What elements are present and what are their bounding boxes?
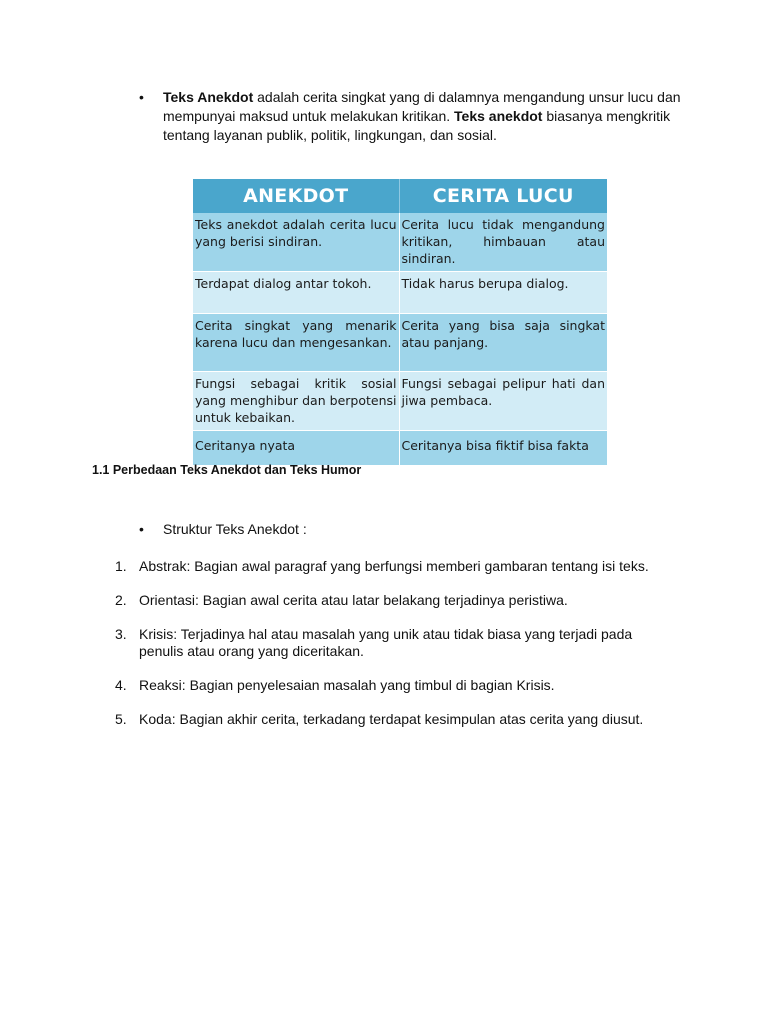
table-cell: Teks anekdot adalah cerita lucu yang berisi sindiran.	[193, 213, 399, 272]
table-row	[193, 372, 607, 431]
table-row	[193, 314, 607, 372]
table-caption: 1.1 Perbedaan Teks Anekdot dan Teks Humor	[92, 463, 362, 477]
list-item	[115, 626, 675, 660]
table-cell: Terdapat dialog antar tokoh.	[193, 272, 399, 314]
list-text: Koda: Bagian akhir cerita, terkadang terdapat kesimpulan atas cerita yang diusut.	[139, 711, 644, 727]
table-cell: Ceritanya bisa fiktif bisa fakta	[399, 431, 607, 466]
list-number: 3.	[115, 626, 127, 642]
intro-text-1: adalah cerita singkat yang di dalamnya mengandung unsur lucu dan mempunyai maksud untuk melakukan kritikan.	[163, 89, 681, 124]
comparison-table	[193, 179, 607, 466]
table-row	[193, 272, 607, 314]
table-cell: Fungsi sebagai pelipur hati dan jiwa pembaca.	[399, 372, 607, 431]
list-item	[115, 711, 675, 728]
table-row	[193, 213, 607, 272]
list-number: 5.	[115, 711, 127, 727]
list-number: 1.	[115, 558, 127, 574]
table-cell: Fungsi sebagai kritik sosial yang menghibur dan berpotensi untuk kebaikan.	[193, 372, 399, 431]
table-cell: Tidak harus berupa dialog.	[399, 272, 607, 314]
header-cerita-lucu: CERITA LUCU	[399, 179, 607, 213]
intro-paragraph	[163, 88, 683, 145]
list-item	[115, 558, 675, 575]
term-teks-anekdot-2: Teks anekdot	[454, 108, 543, 124]
list-text: Orientasi: Bagian awal cerita atau latar belakang terjadinya peristiwa.	[139, 592, 568, 608]
term-teks-anekdot: Teks Anekdot	[163, 89, 254, 105]
header-anekdot: ANEKDOT	[193, 179, 399, 213]
list-number: 4.	[115, 677, 127, 693]
list-text: Abstrak: Bagian awal paragraf yang berfungsi memberi gambaran tentang isi teks.	[139, 558, 649, 574]
list-text: Reaksi: Bagian penyelesaian masalah yang timbul di bagian Krisis.	[139, 677, 555, 693]
intro-text-2: biasanya mengkritik tentang layanan publik, politik, lingkungan, dan sosial.	[163, 108, 671, 143]
list-number: 2.	[115, 592, 127, 608]
list-item	[115, 677, 675, 694]
list-item	[115, 592, 675, 609]
bullet-marker: •	[139, 89, 144, 105]
table-row	[193, 431, 607, 466]
structure-bullet	[139, 520, 307, 539]
table-cell: Cerita singkat yang menarik karena lucu dan mengesankan.	[193, 314, 399, 372]
intro-bullet	[139, 88, 699, 145]
table-cell: Ceritanya nyata	[193, 431, 399, 466]
structure-title: Struktur Teks Anekdot :	[163, 521, 307, 537]
bullet-marker: •	[139, 521, 144, 537]
table-cell: Cerita lucu tidak mengandung kritikan, himbauan atau sindiran.	[399, 213, 607, 272]
table-cell: Cerita yang bisa saja singkat atau panjang.	[399, 314, 607, 372]
structure-list	[115, 558, 675, 745]
list-text: Krisis: Terjadinya hal atau masalah yang unik atau tidak biasa yang terjadi pada penulis atau orang yang diceritakan.	[139, 626, 633, 659]
